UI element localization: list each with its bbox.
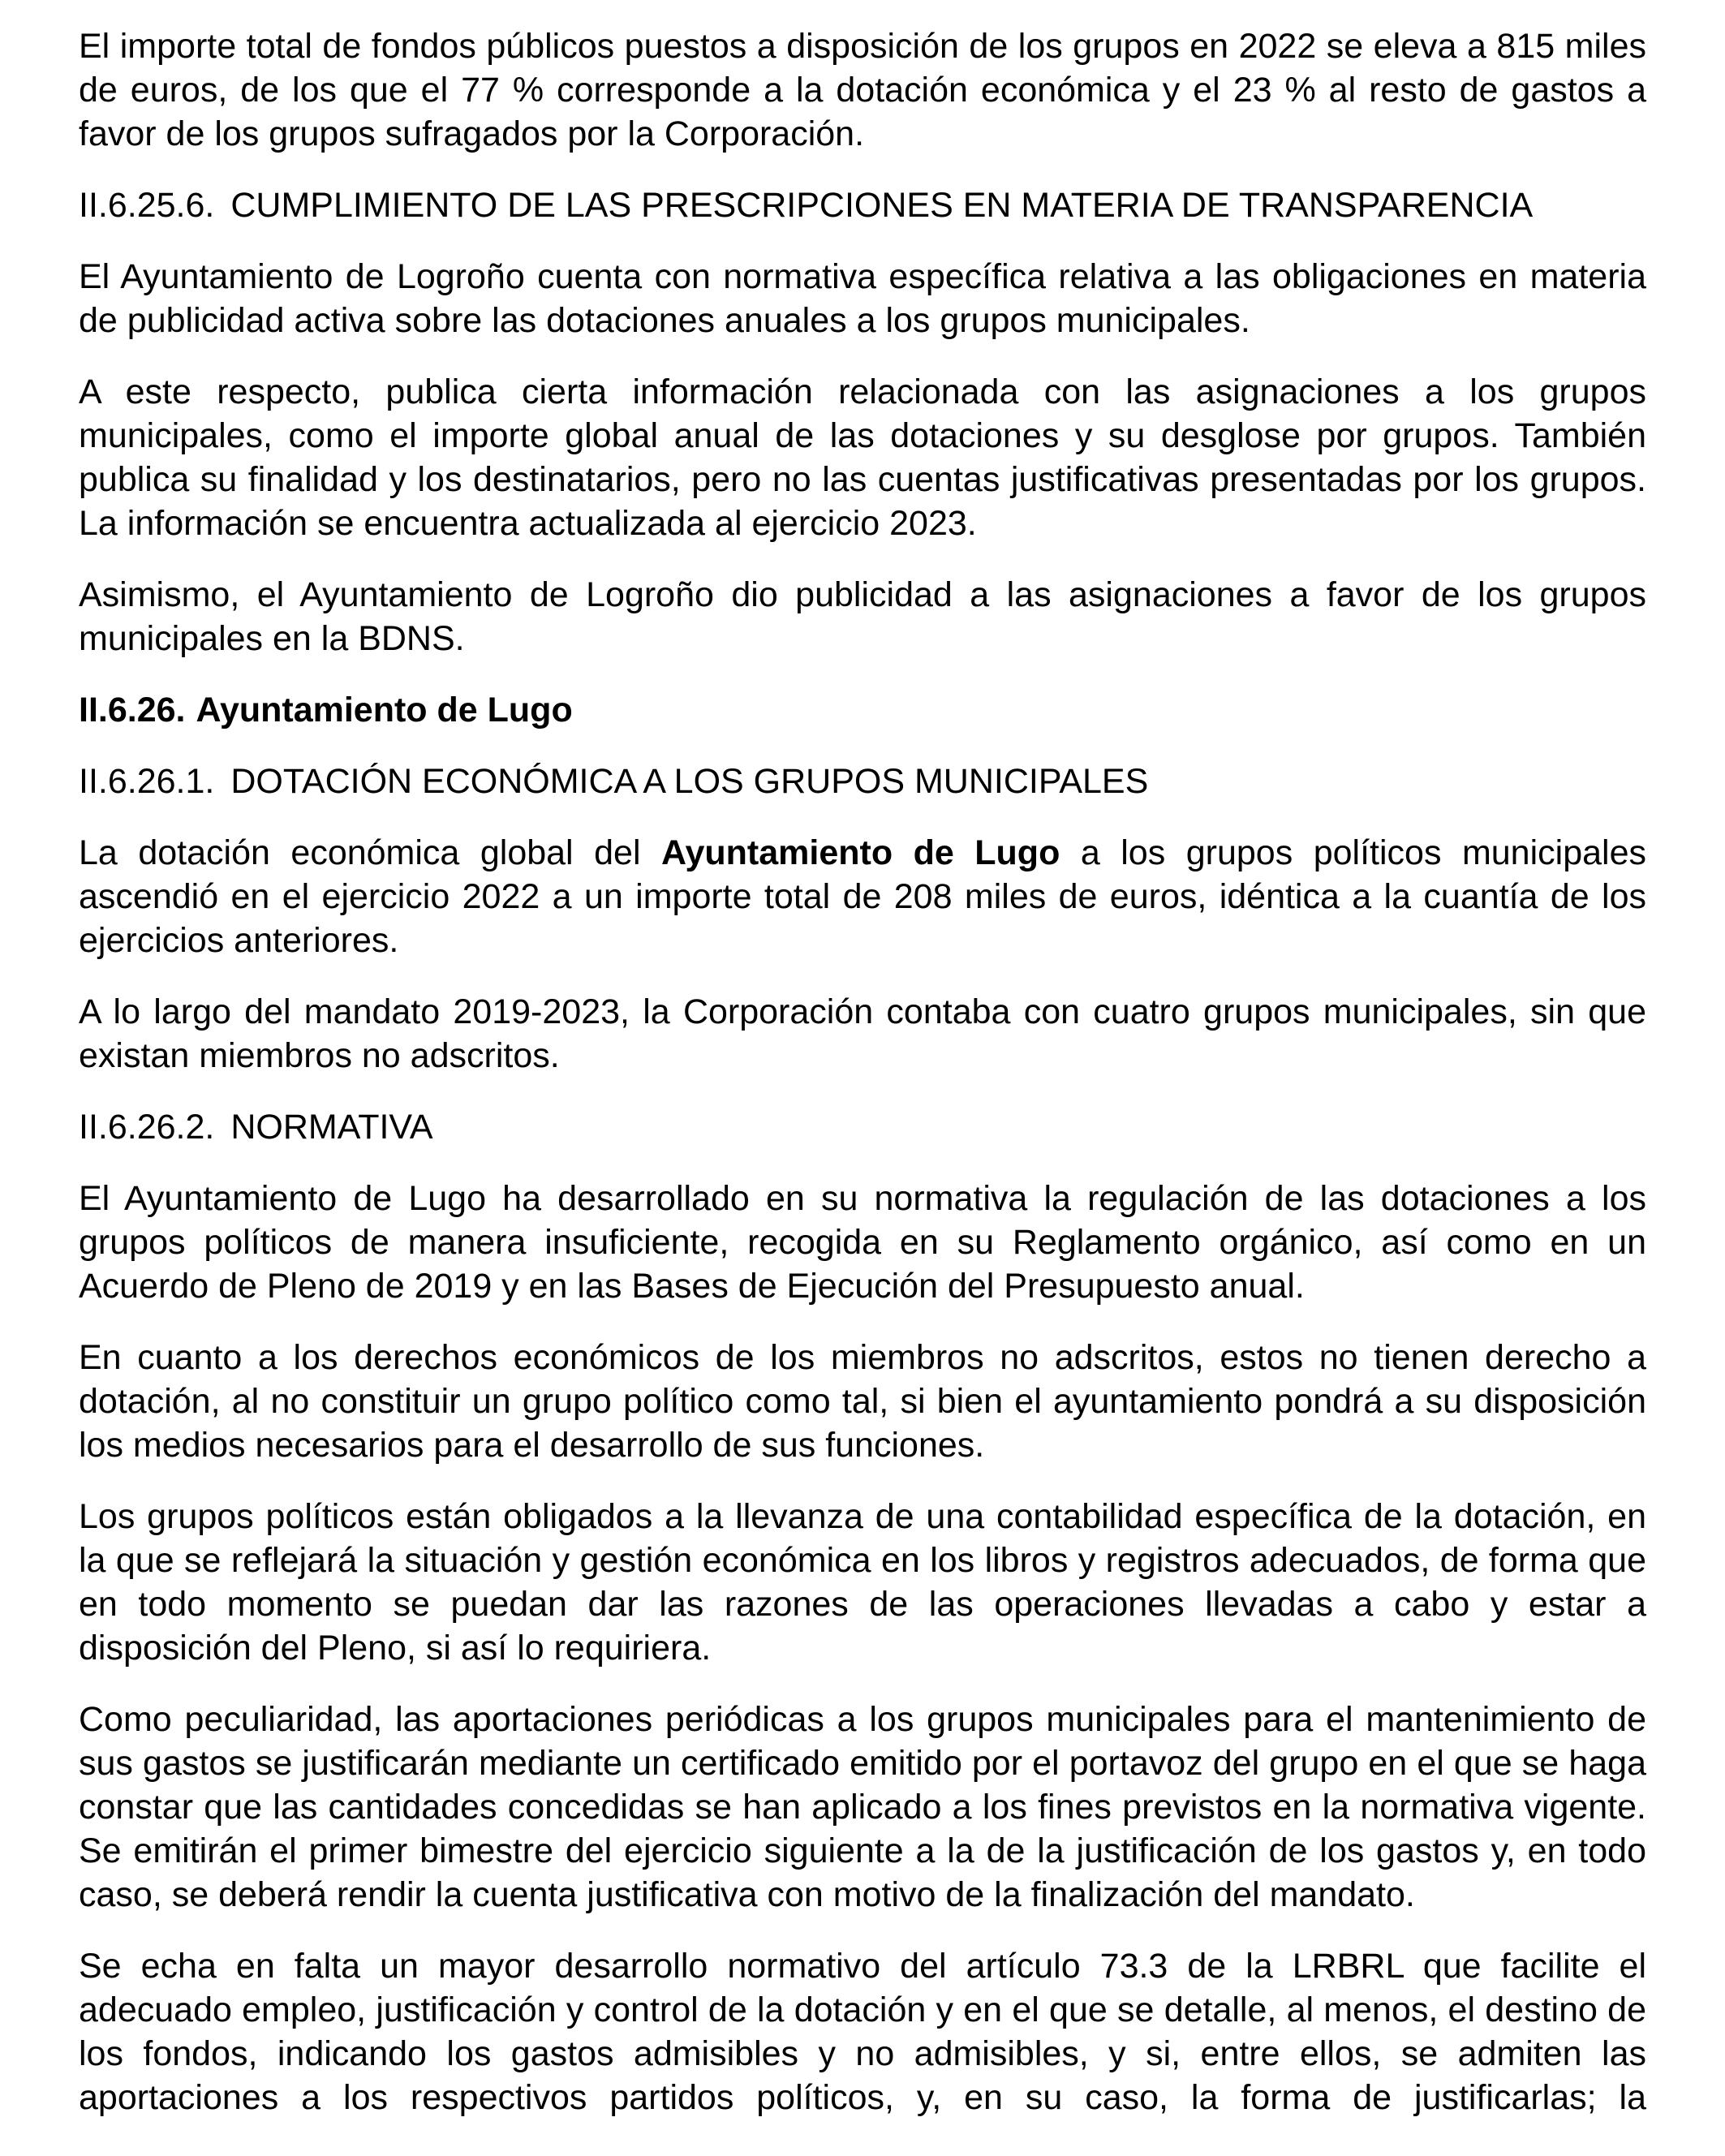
paragraph-logrono-normativa: El Ayuntamiento de Logroño cuenta con normativa específica relativa a las obligaciones en materia de publicidad activa sobre las dotaciones anuales a los grupos municipales. bbox=[79, 257, 1646, 340]
paragraph-logrono-bdns: Asimismo, el Ayuntamiento de Logroño dio publicidad a las asignaciones a favor de los grupos municipales en la BDNS. bbox=[79, 575, 1646, 658]
paragraph-lugo-dotacion-pre: La dotación económica global del bbox=[79, 833, 661, 872]
section-heading-transparencia-number: II.6.25.6. bbox=[79, 186, 215, 225]
paragraph-normativa-contabilidad: Los grupos políticos están obligados a la llevanza de una contabilidad específica de la dotación, en la que se reflejará la situación y gestión económica en los libros y registros adecuados, de forma que en todo momento se puedan dar las razones de las operaciones llevadas a cabo y estar a disposición del Pleno, si así lo requiriera. bbox=[79, 1497, 1646, 1668]
section-heading-dotacion-economica-number: II.6.26.1. bbox=[79, 762, 215, 801]
paragraph-total-funds: El importe total de fondos públicos puestos a disposición de los grupos en 2022 se eleva a 815 miles de euros, de los que el 77 % corresponde a la dotación económica y el 23 % al resto de gastos a favor de los grupos sufragados por la Corporación. bbox=[79, 27, 1646, 153]
section-heading-ayuntamiento-lugo-title: Ayuntamiento de Lugo bbox=[196, 691, 573, 729]
section-heading-transparencia bbox=[79, 183, 1646, 227]
paragraph-normativa-desarrollo: El Ayuntamiento de Lugo ha desarrollado en su normativa la regulación de las dotaciones a los grupos políticos de manera insuficiente, recogida en su Reglamento orgánico, así como en un Acuerdo de Pleno de 2019 y en las Bases de Ejecución del Presupuesto anual. bbox=[79, 1179, 1646, 1306]
paragraph-normativa-peculiaridad: Como peculiaridad, las aportaciones periódicas a los grupos municipales para el mantenimiento de sus gastos se justificarán mediante un certificado emitido por el portavoz del grupo en el que se haga constar que las cantidades concedidas se han aplicado a los fines previstos en la normativa vigente. Se emitirán el primer bimestre del ejercicio siguiente a la de la justificación de los gastos y, en todo caso, se deberá rendir la cuenta justificativa con motivo de la finalización del mandato. bbox=[79, 1700, 1646, 1914]
paragraph-logrono-publicidad: A este respecto, publica cierta información relacionada con las asignaciones a los grupos municipales, como el importe global anual de las dotaciones y su desglose por grupos. También publica su finalidad y los destinatarios, pero no las cuentas justificativas presentadas por los grupos. La información se encuentra actualizada al ejercicio 2023. bbox=[79, 372, 1646, 543]
section-heading-transparencia-title: CUMPLIMIENTO DE LAS PRESCRIPCIONES EN MATERIA DE TRANSPARENCIA bbox=[230, 186, 1534, 225]
paragraph-lugo-mandato: A lo largo del mandato 2019-2023, la Corporación contaba con cuatro grupos municipales, sin que existan miembros no adscritos. bbox=[79, 992, 1646, 1075]
paragraph-normativa-no-adscritos: En cuanto a los derechos económicos de los miembros no adscritos, estos no tienen derecho a dotación, al no constituir un grupo político como tal, si bien el ayuntamiento pondrá a su disposición los medios necesarios para el desarrollo de sus funciones. bbox=[79, 1338, 1646, 1465]
section-heading-ayuntamiento-lugo-number: II.6.26. bbox=[79, 691, 186, 729]
section-heading-normativa-number: II.6.26.2. bbox=[79, 1108, 215, 1147]
paragraph-normativa-falta-desarrollo: Se echa en falta un mayor desarrollo normativo del artículo 73.3 de la LRBRL que facilite el adecuado empleo, justificación y control de la dotación y en el que se detalle, al menos, el destino de los fondos, indicando los gastos admisibles y no admisibles, y si, entre ellos, se admiten las aportaciones a los respectivos partidos políticos, y, en su caso, la forma de justificarlas; la bbox=[79, 1947, 1646, 2117]
section-heading-normativa-title: NORMATIVA bbox=[230, 1108, 433, 1147]
section-heading-ayuntamiento-lugo bbox=[79, 688, 1646, 732]
paragraph-lugo-dotacion bbox=[79, 831, 1646, 962]
section-heading-dotacion-economica-title: DOTACIÓN ECONÓMICA A LOS GRUPOS MUNICIPALES bbox=[230, 762, 1149, 801]
paragraph-lugo-dotacion-post: a los grupos políticos municipales ascendió en el ejercicio 2022 a un importe total de 208 miles de euros, idéntica a la cuantía de los ejercicios anteriores. bbox=[79, 833, 1646, 960]
section-heading-dotacion-economica bbox=[79, 760, 1646, 803]
section-heading-normativa bbox=[79, 1105, 1646, 1149]
paragraph-lugo-dotacion-bold: Ayuntamiento de Lugo bbox=[661, 833, 1060, 872]
